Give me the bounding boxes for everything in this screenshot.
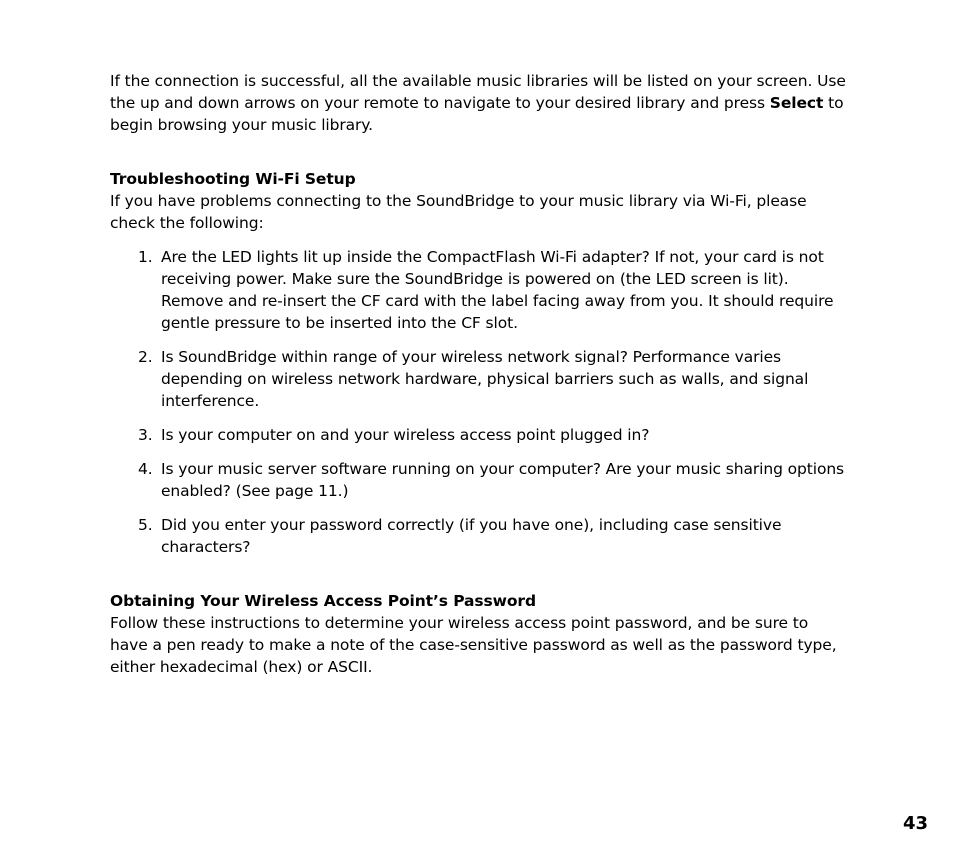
list-item-text: Are the LED lights lit up inside the CompactFlash Wi-Fi adapter? If not, your card is not receiving power. Make sure the SoundBridge is powered on (the LED screen is lit). Remove and re-insert the CF card with the label facing away from you. It should require gentle pressure to be inserted into the CF slot. (161, 248, 834, 332)
list-item-text: Is SoundBridge within range of your wireless network signal? Performance varies depending on wireless network hardware, physical barriers such as walls, and signal interference. (161, 348, 809, 410)
list-item-number: 2. (138, 348, 153, 366)
list-item (110, 424, 850, 446)
intro-paragraph (110, 70, 850, 136)
list-item-number: 5. (138, 516, 153, 534)
list-item (110, 458, 850, 502)
list-item-text: Is your music server software running on your computer? Are your music sharing options enabled? (See page 11.) (161, 460, 845, 500)
password-heading: Obtaining Your Wireless Access Point’s Password (110, 592, 536, 610)
password-paragraph: Follow these instructions to determine your wireless access point password, and be sure to have a pen ready to make a note of the case-sensitive password as well as the password type, either hexadecimal (hex) or ASCII. (110, 614, 837, 676)
troubleshooting-lead: If you have problems connecting to the SoundBridge to your music library via Wi-Fi, please check the following: (110, 192, 807, 232)
troubleshooting-list (110, 246, 850, 558)
list-item-text: Did you enter your password correctly (if you have one), including case sensitive characters? (161, 516, 782, 556)
list-item (110, 346, 850, 412)
list-item-number: 1. (138, 248, 153, 266)
intro-text-end: to begin browsing your music library. (110, 94, 844, 134)
page-content (110, 70, 850, 678)
list-item (110, 514, 850, 558)
list-item (110, 246, 850, 334)
list-item-number: 4. (138, 460, 153, 478)
list-item-number: 3. (138, 426, 153, 444)
troubleshooting-heading: Troubleshooting Wi-Fi Setup (110, 170, 356, 188)
select-keyword: Select (769, 94, 824, 112)
list-item-text: Is your computer on and your wireless access point plugged in? (161, 426, 650, 444)
intro-text-start: If the connection is successful, all the available music libraries will be listed on your screen. Use the up and down arrows on your remote to navigate to your desired library and press (110, 72, 846, 112)
page-number: 43 (902, 813, 928, 834)
